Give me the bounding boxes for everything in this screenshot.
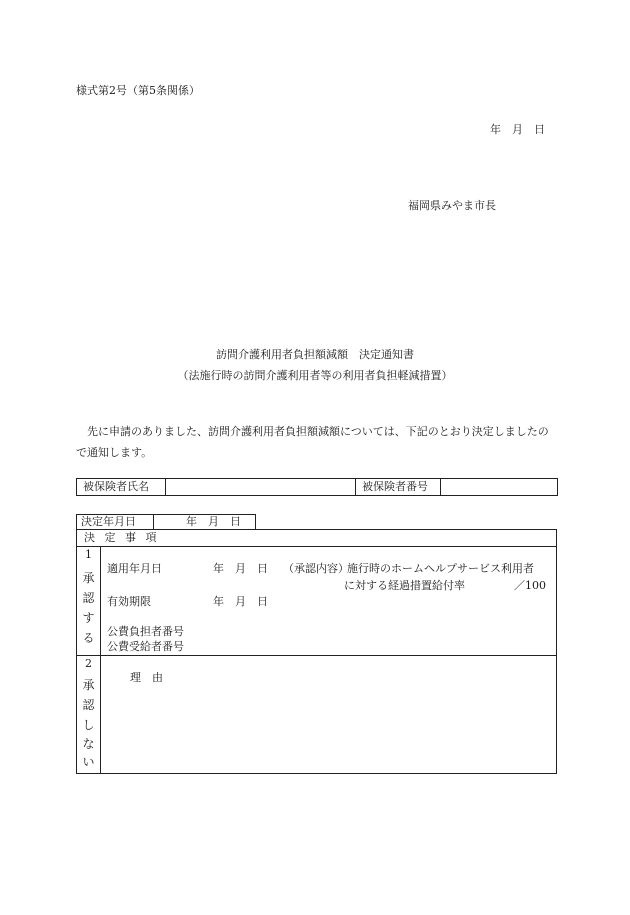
approve-section xyxy=(77,547,556,656)
deny-char: 承 xyxy=(82,678,95,692)
content-line-2: に対する経過措置給付率 xyxy=(344,579,465,592)
decision-header xyxy=(77,530,556,547)
issuer-name: 福岡県みやま市長 xyxy=(408,199,496,212)
insured-name-label: 被保険者氏名 xyxy=(77,479,166,496)
apply-date-value[interactable]: 年 月 日 xyxy=(213,562,268,575)
deny-vertical-label xyxy=(77,656,101,773)
content-line-1: 施行時のホームヘルプサービス利用者 xyxy=(347,562,534,575)
approve-vertical-label xyxy=(77,547,101,655)
form-number: 様式第2号（第5条関係） xyxy=(76,84,200,97)
approve-number: 1 xyxy=(85,548,92,561)
deny-section xyxy=(77,656,556,773)
approve-char: す xyxy=(82,611,95,625)
payer-number-label: 公費負担者番号 xyxy=(107,625,184,638)
expiry-label: 有効期限 xyxy=(107,595,151,608)
notice-body: 先に申請のありました、訪問介護利用者負担額減額については、下記のとおり決定しましたので通知します。 xyxy=(76,425,549,459)
expiry-value[interactable]: 年 月 日 xyxy=(213,595,268,608)
apply-date-label: 適用年月日 xyxy=(107,562,162,575)
document-subtitle: （法施行時の訪問介護利用者等の利用者負担軽減措置） xyxy=(177,369,453,382)
decision-date-table xyxy=(76,514,256,530)
insured-number-label: 被保険者番号 xyxy=(356,479,441,496)
decision-date-value[interactable]: 年 月 日 xyxy=(154,515,256,530)
notice-date: 年 月 日 xyxy=(490,123,545,136)
recipient-number-label: 公費受給者番号 xyxy=(107,640,184,653)
approve-char: 認 xyxy=(82,591,95,605)
document-title: 訪問介護利用者負担額減額 決定通知書 xyxy=(216,348,414,361)
insured-table xyxy=(76,478,558,496)
reason-label: 理 由 xyxy=(130,671,163,684)
deny-char: い xyxy=(82,755,95,769)
approve-char: 承 xyxy=(82,571,95,585)
deny-number: 2 xyxy=(85,657,92,670)
decision-date-label: 決定年月日 xyxy=(77,515,154,530)
deny-char: な xyxy=(82,737,95,751)
rate-suffix[interactable]: ／100 xyxy=(514,579,546,592)
insured-name-field[interactable] xyxy=(166,479,356,496)
insured-number-field[interactable] xyxy=(441,479,558,496)
decision-box xyxy=(76,529,557,774)
deny-char: 認 xyxy=(82,698,95,712)
deny-char: し xyxy=(82,718,95,732)
content-label: （承認内容） xyxy=(283,562,349,575)
decision-header-label: 決 定 事 項 xyxy=(84,531,160,544)
approve-char: る xyxy=(82,631,95,645)
